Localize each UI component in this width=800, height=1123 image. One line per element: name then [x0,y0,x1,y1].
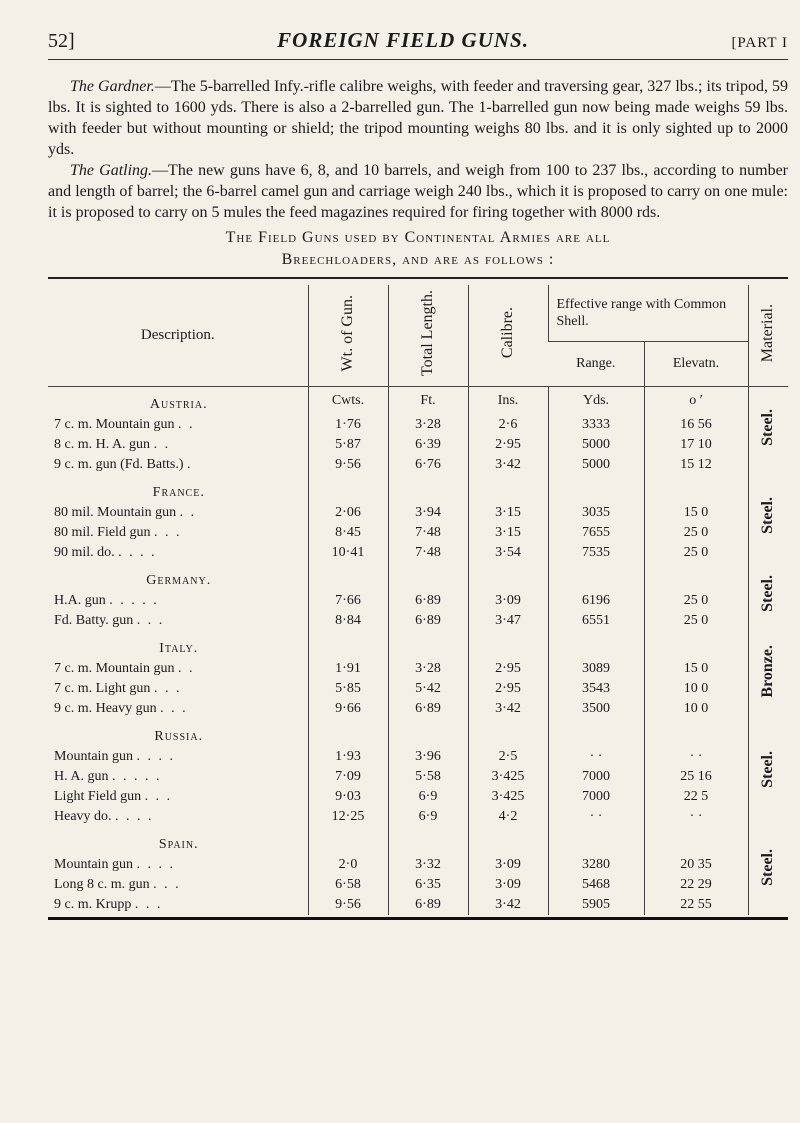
table-row [48,679,788,699]
material-label: Steel. [759,408,777,446]
range-cell: 7000 [548,767,644,787]
elevation-cell: 20 35 [644,855,748,875]
calibre-cell: 2·95 [468,659,548,679]
unit-length [388,631,468,659]
calibre-cell: 3·15 [468,503,548,523]
gun-description [48,543,308,563]
gardner-text: —The 5-barrelled Infy.-rifle calibre weighs, with feeder and traversing gear, 327 lbs.; its tripod, 59 lbs. It is sighted to 1600 yds. There is also a 2-barrelled gun. The 1-barrelled gun now being made weighs 59 lbs. with feeder but without mounting or shield; the tripod mounting weighs 80 lbs. and it is only sighted up to 2000 yds. [48,78,789,158]
gun-name: Mountain gun [54,856,133,872]
material-cell [748,563,788,631]
unit-weight: Cwts. [308,386,388,415]
length-cell: 6·39 [388,435,468,455]
length-cell: 3·32 [388,855,468,875]
table-row [48,747,788,767]
calibre-cell: 4·2 [468,807,548,827]
bottom-rule [48,917,788,920]
leader-dots: . . [179,504,197,520]
material-cell [748,719,788,827]
leader-dots: . . . [153,680,182,696]
table-row [48,435,788,455]
range-cell: 5000 [548,455,644,475]
unit-weight [308,475,388,503]
table-row [48,455,788,475]
elevation-cell: 25 0 [644,523,748,543]
gun-description [48,435,308,455]
elevation-cell: 10 0 [644,679,748,699]
unit-weight [308,563,388,591]
unit-length [388,719,468,747]
unit-weight [308,631,388,659]
unit-range [548,827,644,855]
table-row [48,855,788,875]
country-name: Austria. [149,396,208,412]
leader-dots: . . . [136,612,165,628]
length-cell: 6·89 [388,591,468,611]
range-cell: · · [548,747,644,767]
range-cell: 7655 [548,523,644,543]
unit-calibre [468,475,548,503]
calibre-cell: 3·09 [468,855,548,875]
section-heading-line-2: Breechloaders, and are as follows : [281,251,555,268]
section-heading-line-1: The Field Guns used by Continental Armies are all [225,229,611,246]
country-name: Germany. [146,572,212,588]
length-cell: 6·89 [388,611,468,631]
unit-range [548,563,644,591]
range-cell: 3543 [548,679,644,699]
gun-name: Light Field gun [54,788,142,804]
unit-elevation [644,827,748,855]
gun-description [48,807,308,827]
length-cell: 3·28 [388,659,468,679]
length-cell: 3·94 [388,503,468,523]
unit-length [388,827,468,855]
unit-calibre [468,827,548,855]
weight-cell: 5·87 [308,435,388,455]
elevation-cell: 15 0 [644,503,748,523]
unit-length: Ft. [388,386,468,415]
unit-range [548,719,644,747]
header-material: Material. [748,285,788,386]
gun-name: 90 mil. do. [54,544,115,560]
header-elevation: Elevatn. [644,341,748,386]
range-cell: 7000 [548,787,644,807]
elevation-cell: 16 56 [644,415,748,435]
range-cell: 3500 [548,699,644,719]
material-label: Steel. [759,750,777,788]
length-cell: 7·48 [388,543,468,563]
gun-name: 7 c. m. Light gun [54,680,151,696]
gun-description [48,611,308,631]
header-length: Total Length. [388,285,468,386]
weight-cell: 9·66 [308,699,388,719]
weight-cell: 1·76 [308,415,388,435]
length-cell: 6·89 [388,895,468,915]
gun-description [48,659,308,679]
elevation-cell: 15 12 [644,455,748,475]
table-row [48,611,788,631]
gun-name: 7 c. m. Mountain gun [54,416,175,432]
calibre-cell: 3·42 [468,699,548,719]
calibre-cell: 3·09 [468,591,548,611]
gun-description [48,855,308,875]
country-name: France. [152,484,205,500]
gun-description [48,415,308,435]
weight-cell: 12·25 [308,807,388,827]
weight-cell: 10·41 [308,543,388,563]
material-label: Steel. [759,496,777,534]
weight-cell: 9·56 [308,895,388,915]
running-head [48,28,788,60]
range-cell: 7535 [548,543,644,563]
gun-name: 80 mil. Field gun [54,524,151,540]
table-row [48,699,788,719]
section-heading [48,227,788,279]
country-row [48,563,788,591]
elevation-cell: 25 0 [644,591,748,611]
gun-description [48,747,308,767]
unit-length [388,475,468,503]
range-cell: 6551 [548,611,644,631]
table-row [48,503,788,523]
gun-name: Heavy do. [54,808,112,824]
calibre-cell: 3·42 [468,895,548,915]
length-cell: 5·42 [388,679,468,699]
elevation-cell: 25 0 [644,543,748,563]
weight-cell: 5·85 [308,679,388,699]
calibre-cell: 2·95 [468,679,548,699]
leader-dots: . . . [134,896,163,912]
gatling-paragraph [48,160,788,223]
gun-description [48,455,308,475]
weight-cell: 1·93 [308,747,388,767]
length-cell: 6·9 [388,787,468,807]
unit-calibre [468,563,548,591]
unit-calibre [468,719,548,747]
elevation-cell: 10 0 [644,699,748,719]
gun-name: Mountain gun [54,748,133,764]
unit-range [548,475,644,503]
length-cell: 6·35 [388,875,468,895]
gun-description [48,895,308,915]
unit-weight [308,827,388,855]
leader-dots: . . . . . [111,768,162,784]
gardner-lead: The Gardner. [70,78,155,95]
running-title: FOREIGN FIELD GUNS. [277,28,529,52]
unit-range [548,631,644,659]
table-row [48,807,788,827]
country-name: Italy. [159,640,199,656]
calibre-cell: 2·6 [468,415,548,435]
unit-calibre: Ins. [468,386,548,415]
header-weight: Wt. of Gun. [308,285,388,386]
calibre-cell: 3·425 [468,767,548,787]
table-row [48,543,788,563]
range-cell: 5000 [548,435,644,455]
table-row [48,767,788,787]
material-cell [748,386,788,475]
weight-cell: 9·56 [308,455,388,475]
leader-dots: . . . . [136,748,175,764]
calibre-cell: 3·42 [468,455,548,475]
material-label: Steel. [759,848,777,886]
elevation-cell: 25 0 [644,611,748,631]
leader-dots: . . . . [118,544,157,560]
gun-description [48,503,308,523]
leader-dots: . . . [160,700,188,716]
header-effective-range: Effective range with Common Shell. [548,285,748,341]
range-cell: 3333 [548,415,644,435]
leader-dots: . . [153,436,171,452]
calibre-cell: 2·5 [468,747,548,767]
material-cell [748,475,788,563]
length-cell: 7·48 [388,523,468,543]
weight-cell: 2·0 [308,855,388,875]
weight-cell: 8·45 [308,523,388,543]
gun-name: 8 c. m. H. A. gun [54,436,151,452]
leader-dots: . . . [153,524,182,540]
unit-range: Yds. [548,386,644,415]
gatling-text: —The new guns have 6, 8, and 10 barrels, and weigh from 100 to 237 lbs., according to number and length of barrel; the 6-barrel camel gun and carriage weigh 240 lbs., which it is proposed to carry on one mule: it is proposed to carry on 5 mules the feed magazines required for firing together with 8000 rds. [48,162,789,221]
elevation-cell: 22 5 [644,787,748,807]
header-calibre: Calibre. [468,285,548,386]
page-number: 52] [48,30,75,52]
weight-cell: 8·84 [308,611,388,631]
length-cell: 6·9 [388,807,468,827]
gun-name: H.A. gun [54,592,106,608]
table-row [48,415,788,435]
range-cell: 5905 [548,895,644,915]
range-cell: 3280 [548,855,644,875]
gatling-lead: The Gatling. [70,162,153,179]
leader-dots: . . . [144,788,173,804]
weight-cell: 9·03 [308,787,388,807]
range-cell: · · [548,807,644,827]
header-range: Range. [548,341,644,386]
elevation-cell: 17 10 [644,435,748,455]
gun-description [48,523,308,543]
unit-elevation [644,475,748,503]
gun-description [48,679,308,699]
material-cell [748,827,788,915]
length-cell: 5·58 [388,767,468,787]
leader-dots: . . . . [136,856,175,872]
length-cell: 6·89 [388,699,468,719]
elevation-cell: 25 16 [644,767,748,787]
unit-elevation: o ′ [644,386,748,415]
country-row [48,827,788,855]
header-description: Description. [48,285,308,386]
unit-weight [308,719,388,747]
table-body [48,386,788,915]
length-cell: 6·76 [388,455,468,475]
gun-description [48,787,308,807]
length-cell: 3·28 [388,415,468,435]
weight-cell: 7·09 [308,767,388,787]
gun-name: 9 c. m. Heavy gun [54,700,157,716]
table-row [48,523,788,543]
length-cell: 3·96 [388,747,468,767]
part-label: [PART I [731,35,788,51]
country-name: Spain. [158,836,199,852]
elevation-cell: 22 55 [644,895,748,915]
calibre-cell: 3·15 [468,523,548,543]
unit-elevation [644,631,748,659]
gun-name: H. A. gun [54,768,109,784]
calibre-cell: 2·95 [468,435,548,455]
table-row [48,895,788,915]
weight-cell: 2·06 [308,503,388,523]
range-cell: 3035 [548,503,644,523]
gardner-paragraph [48,76,788,160]
leader-dots: . . [178,416,195,432]
material-cell [748,631,788,719]
calibre-cell: 3·47 [468,611,548,631]
table-row [48,787,788,807]
weight-cell: 6·58 [308,875,388,895]
range-cell: 6196 [548,591,644,611]
material-label: Bronze. [759,644,777,698]
unit-elevation [644,563,748,591]
leader-dots: . . . [153,876,181,892]
weight-cell: 7·66 [308,591,388,611]
range-cell: 5468 [548,875,644,895]
gun-description [48,767,308,787]
gun-description [48,875,308,895]
material-label: Steel. [759,574,777,612]
calibre-cell: 3·09 [468,875,548,895]
leader-dots: . . [178,660,195,676]
leader-dots: . . . . [115,808,154,824]
leader-dots: . [187,456,193,472]
gun-name: 9 c. m. Krupp [54,896,132,912]
country-name: Russia. [154,728,204,744]
gun-name: Fd. Batty. gun [54,612,134,628]
elevation-cell: · · [644,747,748,767]
gun-description [48,699,308,719]
country-row [48,475,788,503]
table-row [48,659,788,679]
elevation-cell: 22 29 [644,875,748,895]
gun-name: Long 8 c. m. gun [54,876,150,892]
elevation-cell: 15 0 [644,659,748,679]
gun-name: 80 mil. Mountain gun [54,504,177,520]
page [48,28,788,920]
calibre-cell: 3·425 [468,787,548,807]
elevation-cell: · · [644,807,748,827]
gun-name: 9 c. m. gun (Fd. Batts.) [54,456,184,472]
table-row [48,875,788,895]
leader-dots: . . . . . [109,592,159,608]
country-row [48,386,788,415]
field-guns-table [48,285,788,915]
weight-cell: 1·91 [308,659,388,679]
table-row [48,591,788,611]
country-row [48,631,788,659]
gun-name: 7 c. m. Mountain gun [54,660,175,676]
unit-length [388,563,468,591]
country-row [48,719,788,747]
unit-elevation [644,719,748,747]
gun-description [48,591,308,611]
calibre-cell: 3·54 [468,543,548,563]
range-cell: 3089 [548,659,644,679]
unit-calibre [468,631,548,659]
